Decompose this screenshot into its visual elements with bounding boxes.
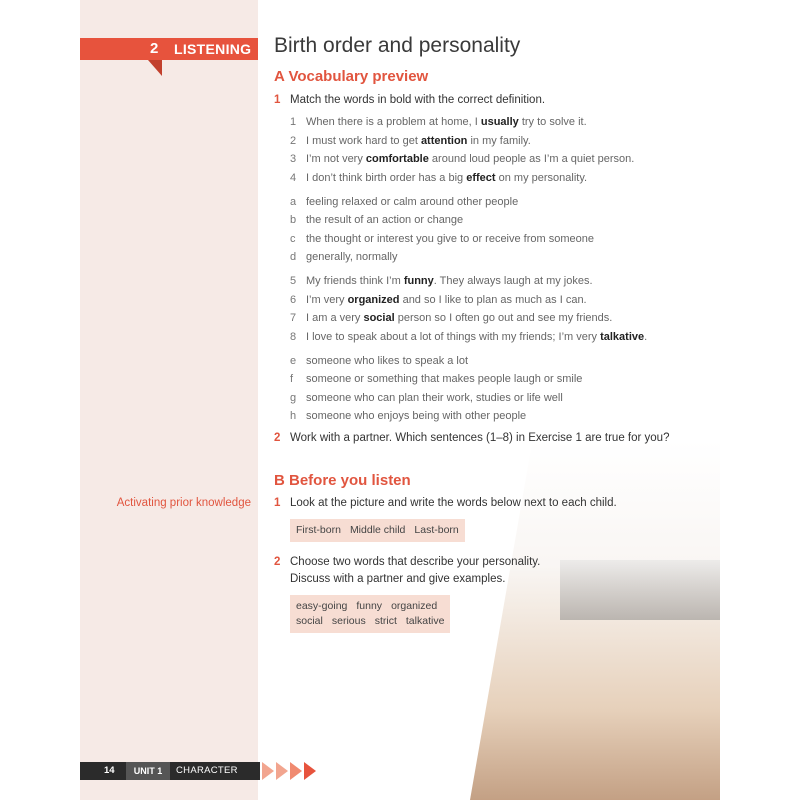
- chevron-icon: [290, 762, 302, 780]
- exercise-number: 2: [274, 556, 281, 568]
- exercise-number: 2: [274, 432, 281, 444]
- item-number: 7: [290, 312, 297, 324]
- item-bold-word: usually: [480, 116, 519, 128]
- item-letter: c: [290, 233, 296, 245]
- item-bold-word: social: [363, 312, 395, 324]
- chevron-icon: [262, 762, 274, 780]
- item-text: . They always laugh at my jokes.: [433, 275, 593, 287]
- item-text: try to solve it.: [518, 116, 587, 128]
- page-title: Birth order and personality: [274, 34, 521, 57]
- sentence-item: [290, 331, 647, 343]
- item-letter: h: [290, 410, 297, 422]
- item-text: .: [644, 331, 648, 343]
- item-text: I love to speak about a lot of things with my friends; I’m very: [306, 331, 601, 343]
- item-text: generally, normally: [306, 251, 398, 263]
- definition-item: [290, 214, 463, 226]
- item-letter: b: [290, 214, 297, 226]
- item-bold-word: talkative: [600, 331, 645, 343]
- sentence-item: [290, 172, 587, 184]
- item-text: the thought or interest you give to or receive from someone: [306, 233, 594, 245]
- section-b-heading: B Before you listen: [274, 472, 411, 489]
- item-bold-word: funny: [403, 275, 434, 287]
- item-text: I’m very: [306, 294, 348, 306]
- item-number: 6: [290, 294, 297, 306]
- definition-item: [290, 251, 398, 263]
- item-text: the result of an action or change: [306, 214, 464, 226]
- chevron-icon: [304, 762, 316, 780]
- item-bold-word: effect: [466, 172, 496, 184]
- item-text: I’m not very: [306, 153, 366, 165]
- item-number: 5: [290, 275, 297, 287]
- item-text: I must work hard to get: [306, 135, 421, 147]
- item-text: and so I like to plan as much as I can.: [399, 294, 587, 306]
- exercise-instruction: Look at the picture and write the words below next to each child.: [290, 497, 617, 509]
- exercise-b1: [274, 497, 617, 509]
- word-box: [290, 519, 465, 542]
- item-text: someone or something that makes people laugh or smile: [306, 373, 583, 385]
- unit-label: UNIT 1: [126, 762, 170, 780]
- item-bold-word: comfortable: [365, 153, 429, 165]
- chevron-icon: [276, 762, 288, 780]
- word-chip: easy-going: [296, 600, 348, 612]
- item-letter: a: [290, 196, 297, 208]
- exercise-instruction: Work with a partner. Which sentences (1–8) in Exercise 1 are true for you?: [290, 432, 670, 444]
- sentence-item: [290, 153, 634, 165]
- definition-item: [290, 233, 594, 245]
- item-text: person so I often go out and see my friends.: [394, 312, 613, 324]
- item-text: I don’t think birth order has a big: [306, 172, 467, 184]
- definition-item: [290, 355, 468, 367]
- exercise-number: 1: [274, 497, 281, 509]
- item-letter: f: [290, 373, 294, 385]
- item-number: 3: [290, 153, 297, 165]
- sentence-item: [290, 312, 612, 324]
- item-letter: d: [290, 251, 297, 263]
- page-number: 14: [104, 765, 115, 776]
- definition-item: [290, 410, 526, 422]
- item-number: 1: [290, 116, 297, 128]
- item-letter: g: [290, 392, 297, 404]
- word-chip: social: [296, 615, 323, 627]
- item-text: My friends think I’m: [306, 275, 404, 287]
- word-chip: serious: [331, 615, 366, 627]
- item-text: feeling relaxed or calm around other people: [306, 196, 519, 208]
- word-chip: Middle child: [349, 524, 406, 536]
- item-text: someone who can plan their work, studies or life well: [306, 392, 563, 404]
- sentence-item: [290, 294, 587, 306]
- definition-item: [290, 196, 518, 208]
- sidebar-label: Activating prior knowledge: [116, 497, 251, 509]
- exercise-number: 1: [274, 94, 281, 106]
- unit-title: CHARACTER: [176, 765, 238, 776]
- item-text: someone who likes to speak a lot: [306, 355, 469, 367]
- item-text: someone who enjoys being with other people: [306, 410, 527, 422]
- sentence-item: [290, 116, 587, 128]
- word-chip: organized: [391, 600, 438, 612]
- item-text: When there is a problem at home, I: [306, 116, 481, 128]
- item-letter: e: [290, 355, 297, 367]
- item-text: on my personality.: [495, 172, 588, 184]
- section-name: LISTENING: [174, 41, 252, 57]
- item-number: 2: [290, 135, 297, 147]
- exercise-instruction: Match the words in bold with the correct definition.: [290, 94, 546, 106]
- section-a-heading: A Vocabulary preview: [274, 68, 429, 85]
- word-chip: strict: [374, 615, 397, 627]
- item-number: 8: [290, 331, 297, 343]
- exercise-a1: [274, 94, 545, 106]
- word-chip: talkative: [405, 615, 445, 627]
- item-text: in my family.: [467, 135, 531, 147]
- item-bold-word: attention: [420, 135, 468, 147]
- banner-fold: [148, 60, 162, 76]
- exercise-instruction: Choose two words that describe your personality.: [290, 556, 541, 568]
- sentence-item: [290, 275, 593, 287]
- word-chip: First-born: [296, 524, 341, 536]
- exercise-b2-line2: Discuss with a partner and give examples.: [290, 573, 506, 585]
- definition-item: [290, 392, 563, 404]
- definition-item: [290, 373, 582, 385]
- sentence-item: [290, 135, 531, 147]
- item-text: around loud people as I’m a quiet person.: [428, 153, 635, 165]
- exercise-a2: [274, 432, 669, 444]
- left-sidebar: [80, 0, 258, 800]
- word-chip: funny: [356, 600, 383, 612]
- item-bold-word: organized: [347, 294, 400, 306]
- exercise-b2: [274, 556, 540, 568]
- word-chip: Last-born: [414, 524, 459, 536]
- room-photo: [470, 440, 720, 800]
- item-number: 4: [290, 172, 297, 184]
- photo-shadow: [560, 560, 720, 620]
- personality-word-box: [290, 595, 450, 633]
- section-number: 2: [150, 40, 159, 57]
- item-text: I am a very: [306, 312, 364, 324]
